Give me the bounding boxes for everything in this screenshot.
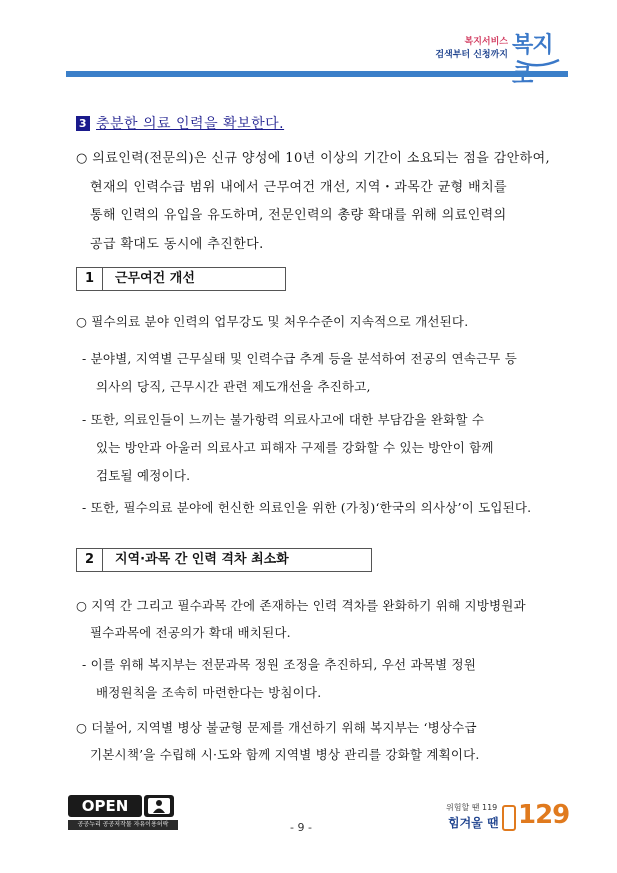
dash-line: 검토될 예정이다.: [96, 468, 191, 483]
dash-line: - 이를 위해 복지부는 전문과목 정원 조정을 추진하되, 우선 과목별 정원: [82, 657, 477, 672]
subsection-number: 2: [77, 549, 103, 571]
section-title-text: 충분한 의료 인력을 확보한다.: [96, 116, 285, 132]
dash-item: [82, 494, 572, 522]
dash-line: - 분야별, 지역별 근무실태 및 인력수급 추계 등을 분석하여 전공의 연속근무 등: [82, 351, 518, 366]
hotline-129-logo: [446, 800, 570, 834]
dash-line: 배정원칙을 조속히 마련한다는 방침이다.: [96, 685, 322, 700]
section-title: [76, 113, 284, 133]
open-caption: 공공누리 공공저작물 자유이용허락: [68, 820, 178, 830]
section-number: 3: [76, 116, 90, 131]
page-number: - 9 -: [290, 821, 312, 834]
subsection-title: 지역·과목 간 인력 격차 최소화: [115, 552, 289, 567]
hotline-small-text: 위험할 땐 119: [446, 803, 498, 812]
logo-tagline: [420, 36, 508, 62]
bullet-point: [76, 592, 572, 646]
open-label: OPEN: [68, 795, 142, 817]
intro-line: 현재의 인력수급 범위 내에서 근무여건 개선, 지역・과목간 균형 배치를: [90, 179, 508, 195]
subsection-heading-2: [76, 548, 372, 572]
logo-line2: 검색부터 신청까지: [435, 50, 508, 60]
dash-line: - 또한, 필수의료 분야에 헌신한 의료인을 위한 (가칭)‘한국의 의사상’이 도입된다.: [82, 500, 532, 515]
dash-line: 의사의 당직, 근무시간 관련 제도개선을 추진하고,: [96, 379, 371, 394]
person-icon: [148, 798, 170, 814]
bullet-line: 기본시책’을 수립해 시·도와 함께 지역별 병상 관리를 강화할 계획이다.: [90, 747, 480, 762]
hotline-number: 129: [518, 800, 570, 830]
phone-icon: [502, 805, 516, 831]
intro-paragraph: [76, 145, 572, 259]
bullet-line: ○ 지역 간 그리고 필수과목 간에 존재하는 인력 격차를 완화하기 위해 지방병원과: [76, 598, 526, 613]
dash-item: [82, 345, 572, 401]
attribution-icon: [144, 795, 174, 817]
open-license-badge: [68, 795, 178, 831]
subsection-heading-1: [76, 267, 286, 291]
bullet-point: [76, 714, 572, 768]
logo-line1: 복지서비스: [464, 37, 508, 47]
bullet-line: 필수과목에 전공의가 확대 배치된다.: [90, 625, 291, 640]
logo-swoosh-icon: [515, 58, 561, 68]
subsection-title: 근무여건 개선: [115, 271, 195, 286]
bullet-line: ○ 더불어, 지역별 병상 불균형 문제를 개선하기 위해 복지부는 ‘병상수급: [76, 720, 477, 735]
header-rule: [66, 71, 568, 77]
logo-brand: 복지: [512, 33, 553, 58]
bullet-point: ○ 필수의료 분야 인력의 업무강도 및 처우수준이 지속적으로 개선된다.: [76, 314, 469, 329]
intro-line: 공급 확대도 동시에 추진한다.: [90, 236, 264, 252]
dash-line: - 또한, 의료인들이 느끼는 불가항력 의료사고에 대한 부담감을 완화할 수: [82, 412, 485, 427]
intro-line: 통해 인력의 유입을 유도하며, 전문인력의 총량 확대를 위해 의료인력의: [90, 208, 507, 223]
intro-line: ○ 의료인력(전문의)은 신규 양성에 10년 이상의 기간이 소요되는 점을 감안하여,: [76, 151, 551, 166]
subsection-number: 1: [77, 268, 103, 290]
dash-line: 있는 방안과 아울러 의료사고 피해자 구제를 강화할 수 있는 방안이 함께: [96, 440, 494, 455]
dash-item: [82, 406, 572, 490]
dash-item: [82, 651, 572, 707]
bokjiro-logo: [420, 30, 570, 70]
hotline-big-text: 힘겨울 땐: [448, 816, 499, 830]
